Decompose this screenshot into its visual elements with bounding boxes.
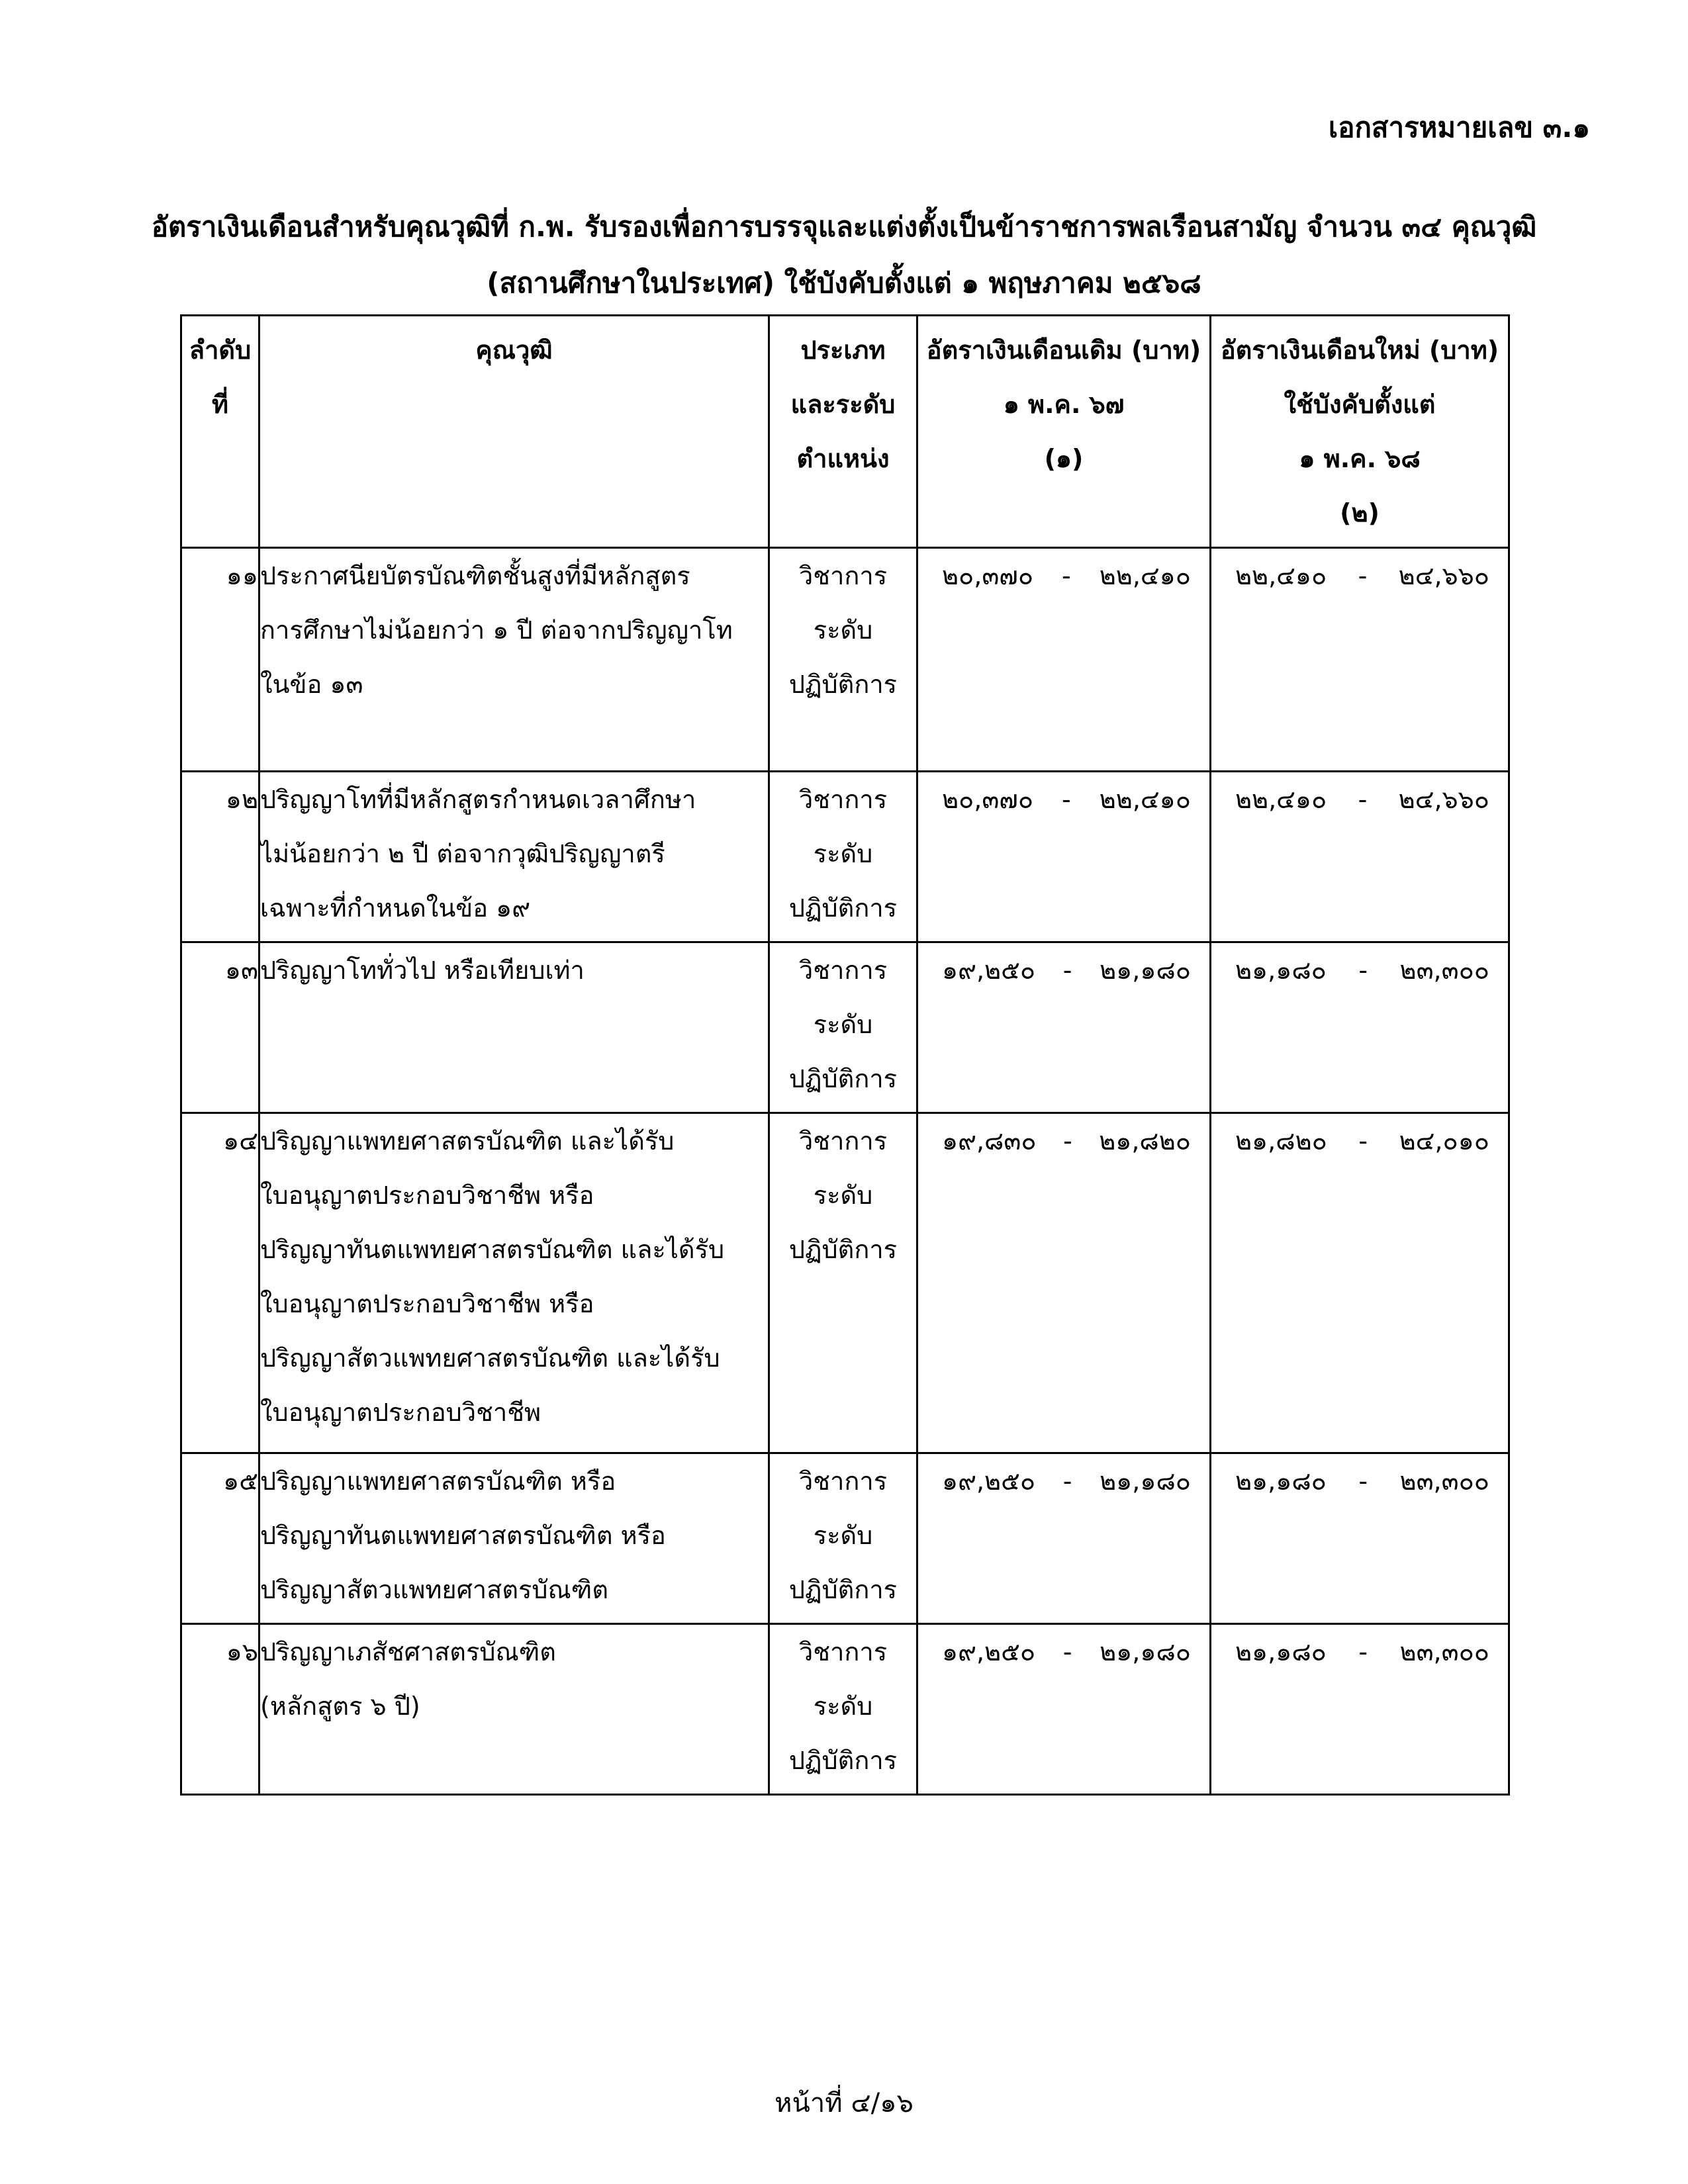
qualification-line: ปริญญาสัตวแพทยศาสตรบัณฑิต และได้รับ [260,1343,720,1373]
new-rate-max: ๒๓,๓๐๐ [1399,1467,1489,1496]
range-dash: - [1358,1637,1368,1666]
table-row [181,548,1509,772]
table-row [181,772,1509,942]
qualification-cell [259,942,769,1113]
header-type [769,316,917,548]
qualification-line: ปริญญาแพทยศาสตรบัณฑิต หรือ [260,1467,616,1496]
table-row [181,942,1509,1113]
position-type-line: วิชาการ [798,1126,888,1156]
position-type-line: ระดับ [813,839,873,868]
range-dash: - [1358,956,1368,985]
row-number: ๑๒ [181,772,259,942]
range-dash: - [1062,1637,1072,1666]
old-rate-min: ๑๙,๒๕๐ [942,1637,1036,1666]
qualification-line: เฉพาะที่กำหนดในข้อ ๑๙ [260,893,531,923]
position-type-cell [769,1113,917,1453]
header-old-rate-line: ๑ พ.ค. ๖๗ [1003,390,1125,419]
qualification-cell [259,1113,769,1453]
old-rate-max: ๒๑,๑๘๐ [1100,956,1191,985]
position-type-line: วิชาการ [798,1467,888,1496]
header-no-line: ที่ [211,390,229,419]
qualification-line: ใบอนุญาตประกอบวิชาชีพ หรือ [260,1181,594,1210]
header-qualification-line: คุณวุฒิ [475,336,553,365]
range-dash: - [1358,1467,1368,1496]
range-dash: - [1358,785,1368,814]
new-rate-min: ๒๑,๑๘๐ [1235,1637,1327,1666]
new-rate-cell [1211,1624,1509,1795]
position-type-line: วิชาการ [798,561,888,590]
old-rate-cell [917,1624,1211,1795]
row-number: ๑๖ [181,1624,259,1795]
qualification-line: ปริญญาโทที่มีหลักสูตรกำหนดเวลาศึกษา [260,785,696,814]
range-dash: - [1062,956,1072,985]
page-number: หน้าที่ ๔/๑๖ [774,2088,914,2118]
qualification-cell [259,1624,769,1795]
page-subtitle: (สถานศึกษาในประเทศ) ใช้บังคับตั้งแต่ ๑ พฤษภาคม ๒๕๖๘ [487,267,1201,299]
row-number: ๑๑ [181,548,259,772]
position-type-cell [769,772,917,942]
header-type-line: และระดับ [790,390,896,419]
position-type-line: ระดับ [813,1692,873,1721]
new-rate-cell [1211,1453,1509,1624]
range-dash: - [1062,1467,1072,1496]
new-rate-cell [1211,1113,1509,1453]
new-rate-max: ๒๔,๖๖๐ [1398,785,1489,814]
new-rate-min: ๒๒,๔๑๐ [1235,561,1327,590]
position-type-line: ปฏิบัติการ [788,670,898,699]
position-type-cell [769,1453,917,1624]
position-type-cell [769,942,917,1113]
position-type-line: ระดับ [813,615,873,645]
old-rate-cell [917,548,1211,772]
qualification-line: (หลักสูตร ๖ ปี) [260,1692,420,1721]
header-old-rate [917,316,1211,548]
salary-rate-table [180,314,1510,1796]
range-dash: - [1358,1126,1368,1156]
old-rate-min: ๑๙,๘๓๐ [942,1126,1037,1156]
old-rate-max: ๒๒,๔๑๐ [1099,785,1191,814]
qualification-cell [259,772,769,942]
new-rate-min: ๒๑,๑๘๐ [1235,956,1327,985]
page-title: อัตราเงินเดือนสำหรับคุณวุฒิที่ ก.พ. รับรองเพื่อการบรรจุและแต่งตั้งเป็นข้าราชการพลเรือนสามัญ จำนวน ๓๔ คุณวุฒิ [151,210,1537,243]
table-row [181,1453,1509,1624]
range-dash: - [1062,561,1071,590]
qualification-line: ปริญญาทันตแพทยศาสตรบัณฑิต และได้รับ [260,1235,725,1264]
position-type-line: ปฏิบัติการ [788,1235,898,1264]
table-header-row [181,316,1509,548]
position-type-line: ระดับ [813,1521,873,1550]
new-rate-cell [1211,942,1509,1113]
new-rate-cell [1211,772,1509,942]
header-no-line: ลำดับ [189,336,252,365]
row-number: ๑๔ [181,1113,259,1453]
header-old-rate-line: (๑) [1044,444,1084,473]
new-rate-cell [1211,548,1509,772]
new-rate-max: ๒๓,๓๐๐ [1399,956,1489,985]
new-rate-min: ๒๑,๑๘๐ [1235,1467,1327,1496]
header-qualification [259,316,769,548]
old-rate-cell [917,772,1211,942]
row-number: ๑๕ [181,1453,259,1624]
qualification-line: ปริญญาเภสัชศาสตรบัณฑิต [260,1637,556,1666]
qualification-line: ใบอนุญาตประกอบวิชาชีพ [260,1398,541,1427]
old-rate-max: ๒๒,๔๑๐ [1099,561,1191,590]
position-type-line: ปฏิบัติการ [788,1746,898,1775]
header-no [181,316,259,548]
position-type-line: ระดับ [813,1181,873,1210]
old-rate-max: ๒๑,๑๘๐ [1100,1637,1191,1666]
table-row [181,1624,1509,1795]
position-type-line: วิชาการ [798,956,888,985]
qualification-line: ในข้อ ๑๓ [260,670,363,699]
new-rate-max: ๒๓,๓๐๐ [1399,1637,1489,1666]
qualification-line: ปริญญาแพทยศาสตรบัณฑิต และได้รับ [260,1126,675,1156]
header-old-rate-line: อัตราเงินเดือนเดิม (บาท) [926,336,1201,365]
old-rate-cell [917,942,1211,1113]
row-number: ๑๓ [181,942,259,1113]
old-rate-min: ๒๐,๓๗๐ [942,561,1034,590]
new-rate-min: ๒๒,๔๑๐ [1235,785,1327,814]
old-rate-min: ๒๐,๓๗๐ [942,785,1034,814]
range-dash: - [1063,1126,1072,1156]
position-type-line: ปฏิบัติการ [788,1064,898,1093]
position-type-line: ปฏิบัติการ [788,1575,898,1604]
old-rate-cell [917,1113,1211,1453]
header-type-line: ประเภท [800,336,886,365]
position-type-line: ปฏิบัติการ [788,893,898,923]
header-new-rate-line: ใช้บังคับตั้งแต่ [1284,390,1436,419]
new-rate-min: ๒๑,๘๒๐ [1235,1126,1327,1156]
qualification-line: ใบอนุญาตประกอบวิชาชีพ หรือ [260,1289,594,1318]
qualification-cell [259,548,769,772]
old-rate-max: ๒๑,๘๒๐ [1099,1126,1191,1156]
table-row [181,1113,1509,1453]
qualification-line: ประกาศนียบัตรบัณฑิตชั้นสูงที่มีหลักสูตร [260,561,690,590]
range-dash: - [1358,561,1368,590]
document-number: เอกสารหมายเลข ๓.๑ [1328,111,1590,144]
header-new-rate-line: (๒) [1340,498,1380,527]
qualification-line: ปริญญาสัตวแพทยศาสตรบัณฑิต [260,1575,609,1604]
qualification-cell [259,1453,769,1624]
position-type-line: ระดับ [813,1010,873,1039]
new-rate-max: ๒๔,๖๖๐ [1398,561,1489,590]
qualification-line: การศึกษาไม่น้อยกว่า ๑ ปี ต่อจากปริญญาโท [260,615,733,645]
qualification-line: ไม่น้อยกว่า ๒ ปี ต่อจากวุฒิปริญญาตรี [260,839,665,868]
old-rate-min: ๑๙,๒๕๐ [942,1467,1036,1496]
new-rate-max: ๒๔,๐๑๐ [1399,1126,1489,1156]
header-new-rate-line: อัตราเงินเดือนใหม่ (บาท) [1220,336,1499,365]
position-type-cell [769,1624,917,1795]
old-rate-max: ๒๑,๑๘๐ [1100,1467,1191,1496]
position-type-cell [769,548,917,772]
qualification-line: ปริญญาทันตแพทยศาสตรบัณฑิต หรือ [260,1521,666,1550]
header-new-rate-line: ๑ พ.ค. ๖๘ [1299,444,1421,473]
old-rate-min: ๑๙,๒๕๐ [942,956,1036,985]
header-new-rate [1211,316,1509,548]
position-type-line: วิชาการ [798,1637,888,1666]
position-type-line: วิชาการ [798,785,888,814]
range-dash: - [1062,785,1071,814]
header-type-line: ตำแหน่ง [796,444,890,473]
qualification-line: ปริญญาโททั่วไป หรือเทียบเท่า [260,956,585,985]
old-rate-cell [917,1453,1211,1624]
